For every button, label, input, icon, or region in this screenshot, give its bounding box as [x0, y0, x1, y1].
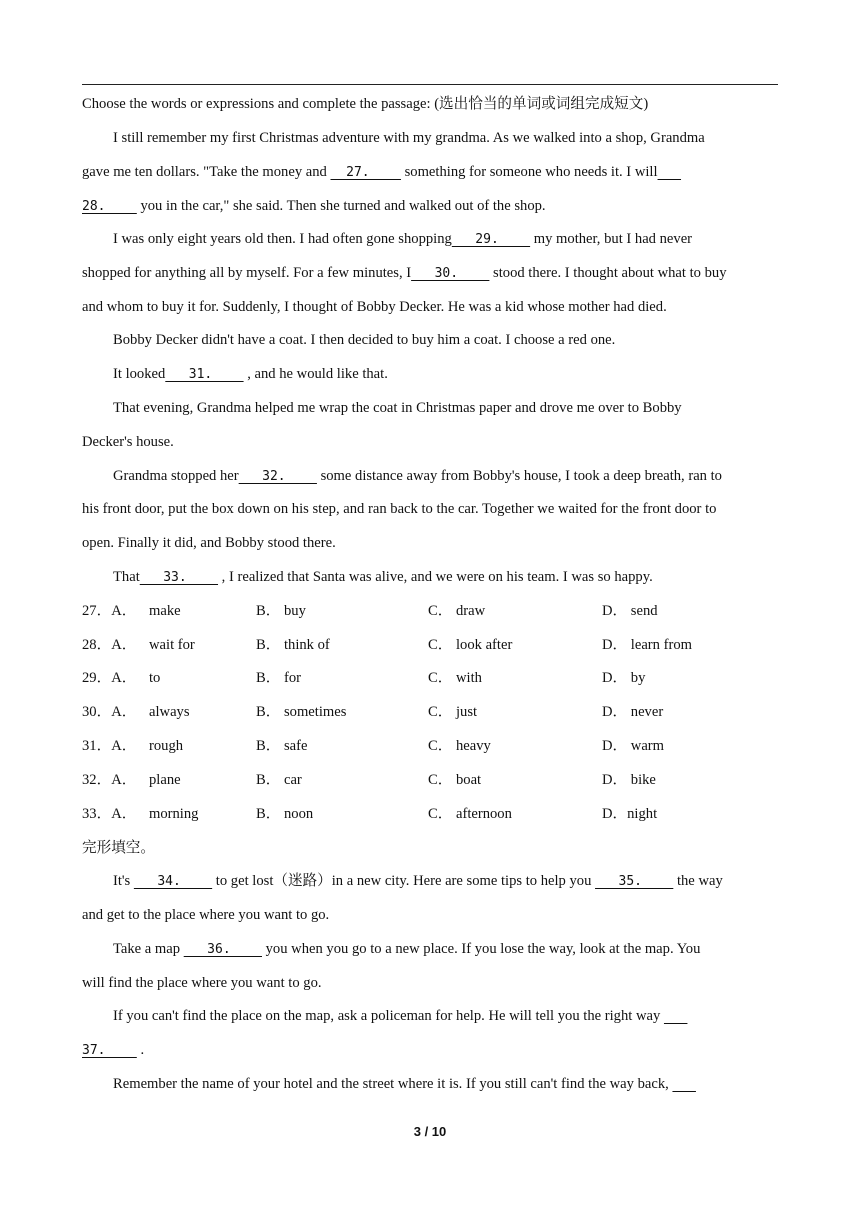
passage-line: 37. . [82, 1040, 782, 1061]
passage-line: Take a map 36. you when you go to a new place. If you lose the way, look at the map. You [113, 939, 813, 960]
option-b[interactable]: B． sometimes [256, 704, 347, 720]
blank-35: 35. [595, 874, 674, 889]
option-b[interactable]: B． noon [256, 806, 314, 822]
blank-30: 30. [411, 266, 490, 281]
instructions: Choose the words or expressions and complete the passage: (选出恰当的单词或词组完成短文) [82, 96, 649, 112]
option-a[interactable]: to [149, 670, 161, 686]
option-b[interactable]: B． car [256, 772, 302, 788]
option-b[interactable]: B． buy [256, 603, 306, 619]
blank-34: 34. [133, 874, 213, 889]
passage-line: That 33. , I realized that Santa was alive, and we were on his team. I was so happy. [113, 567, 813, 588]
blank-31: 31. [165, 367, 244, 382]
option-a[interactable]: morning [149, 806, 199, 822]
blank-36: 36. [183, 942, 262, 957]
option-a[interactable]: rough [149, 738, 184, 754]
blank-32: 32. [238, 469, 317, 484]
option-row: 33．A． morning B． noon C． afternoon D．night [82, 806, 658, 822]
option-c[interactable]: C． boat [428, 772, 482, 788]
passage-line: It looked 31. , and he would like that. [113, 364, 813, 385]
option-c[interactable]: C． look after [428, 637, 513, 653]
passage-line: I was only eight years old then. I had often gone shopping 29. my mother, but I had never [113, 229, 813, 250]
page-number: 3 / 10 [413, 1124, 447, 1139]
passage-line: shopped for anything all by myself. For a few minutes, I 30. stood there. I thought about what to buy [82, 263, 782, 284]
passage-line: and whom to buy it for. Suddenly, I thought of Bobby Decker. He was a kid whose mother had died. [82, 299, 667, 315]
option-b[interactable]: B． think of [256, 637, 330, 653]
option-d[interactable]: D． bike [602, 772, 656, 788]
option-a[interactable]: plane [149, 772, 181, 788]
option-c[interactable]: C． heavy [428, 738, 491, 754]
option-d[interactable]: D． learn from [602, 637, 692, 653]
option-row: 29．A． to B． for C． with D． by [82, 670, 646, 686]
passage-line: Bobby Decker didn't have a coat. I then decided to buy him a coat. I choose a red one. [113, 332, 616, 348]
header-rule [82, 84, 778, 85]
passage-line: If you can't find the place on the map, ask a policeman for help. He will tell you the right way [113, 1006, 813, 1027]
passage-line: open. Finally it did, and Bobby stood there. [82, 535, 336, 551]
passage-line: and get to the place where you want to go. [82, 907, 330, 923]
passage-line: It's 34. to get lost（迷路）in a new city. Here are some tips to help you 35. the way [113, 871, 813, 892]
option-c[interactable]: C． draw [428, 603, 486, 619]
passage-line: 28. you in the car," she said. Then she turned and walked out of the shop. [82, 196, 782, 217]
blank-29: 29. [451, 232, 531, 247]
passage-line: Remember the name of your hotel and the street where it is. If you still can't find the way back, [113, 1074, 813, 1095]
blank-37: 37. [82, 1043, 137, 1058]
option-d[interactable]: D． warm [602, 738, 665, 754]
blank-37-start [664, 1007, 687, 1027]
passage-line: gave me ten dollars. "Take the money and 27. something for someone who needs it. I will [82, 162, 782, 183]
option-d[interactable]: D．night [602, 806, 658, 822]
option-b[interactable]: B． safe [256, 738, 308, 754]
passage-line: will find the place where you want to go. [82, 975, 322, 991]
passage-line: That evening, Grandma helped me wrap the coat in Christmas paper and drove me over to Bobby [113, 400, 682, 416]
blank-28: 28. [82, 199, 137, 214]
option-b[interactable]: B． for [256, 670, 301, 686]
option-d[interactable]: D． never [602, 704, 664, 720]
blank-28-start [658, 163, 681, 183]
option-row: 30．A． always B． sometimes C． just D． never [82, 704, 664, 720]
section-title: 完形填空。 [82, 840, 155, 856]
option-c[interactable]: C． with [428, 670, 482, 686]
option-row: 32．A． plane B． car C． boat D． bike [82, 772, 656, 788]
option-row: 28．A． wait for B． think of C． look after D． learn from [82, 637, 692, 653]
passage-line: Decker's house. [82, 434, 174, 450]
passage-line: Grandma stopped her 32. some distance away from Bobby's house, I took a deep breath, ran to [113, 466, 813, 487]
blank-38-start [672, 1075, 695, 1095]
option-d[interactable]: D． send [602, 603, 658, 619]
passage-line: I still remember my first Christmas adventure with my grandma. As we walked into a shop, Grandma [113, 130, 705, 146]
option-d[interactable]: D． by [602, 670, 646, 686]
option-c[interactable]: C． afternoon [428, 806, 512, 822]
blank-27: 27. [330, 165, 401, 180]
option-c[interactable]: C． just [428, 704, 478, 720]
option-a[interactable]: wait for [149, 637, 195, 653]
option-row: 27．A． make B． buy C． draw D． send [82, 603, 658, 619]
passage-line: his front door, put the box down on his step, and ran back to the car. Together we waited for the front door to [82, 501, 717, 517]
option-a[interactable]: make [149, 603, 181, 619]
blank-33: 33. [139, 570, 219, 585]
option-a[interactable]: always [149, 704, 190, 720]
option-row: 31．A． rough B． safe C． heavy D． warm [82, 738, 665, 754]
